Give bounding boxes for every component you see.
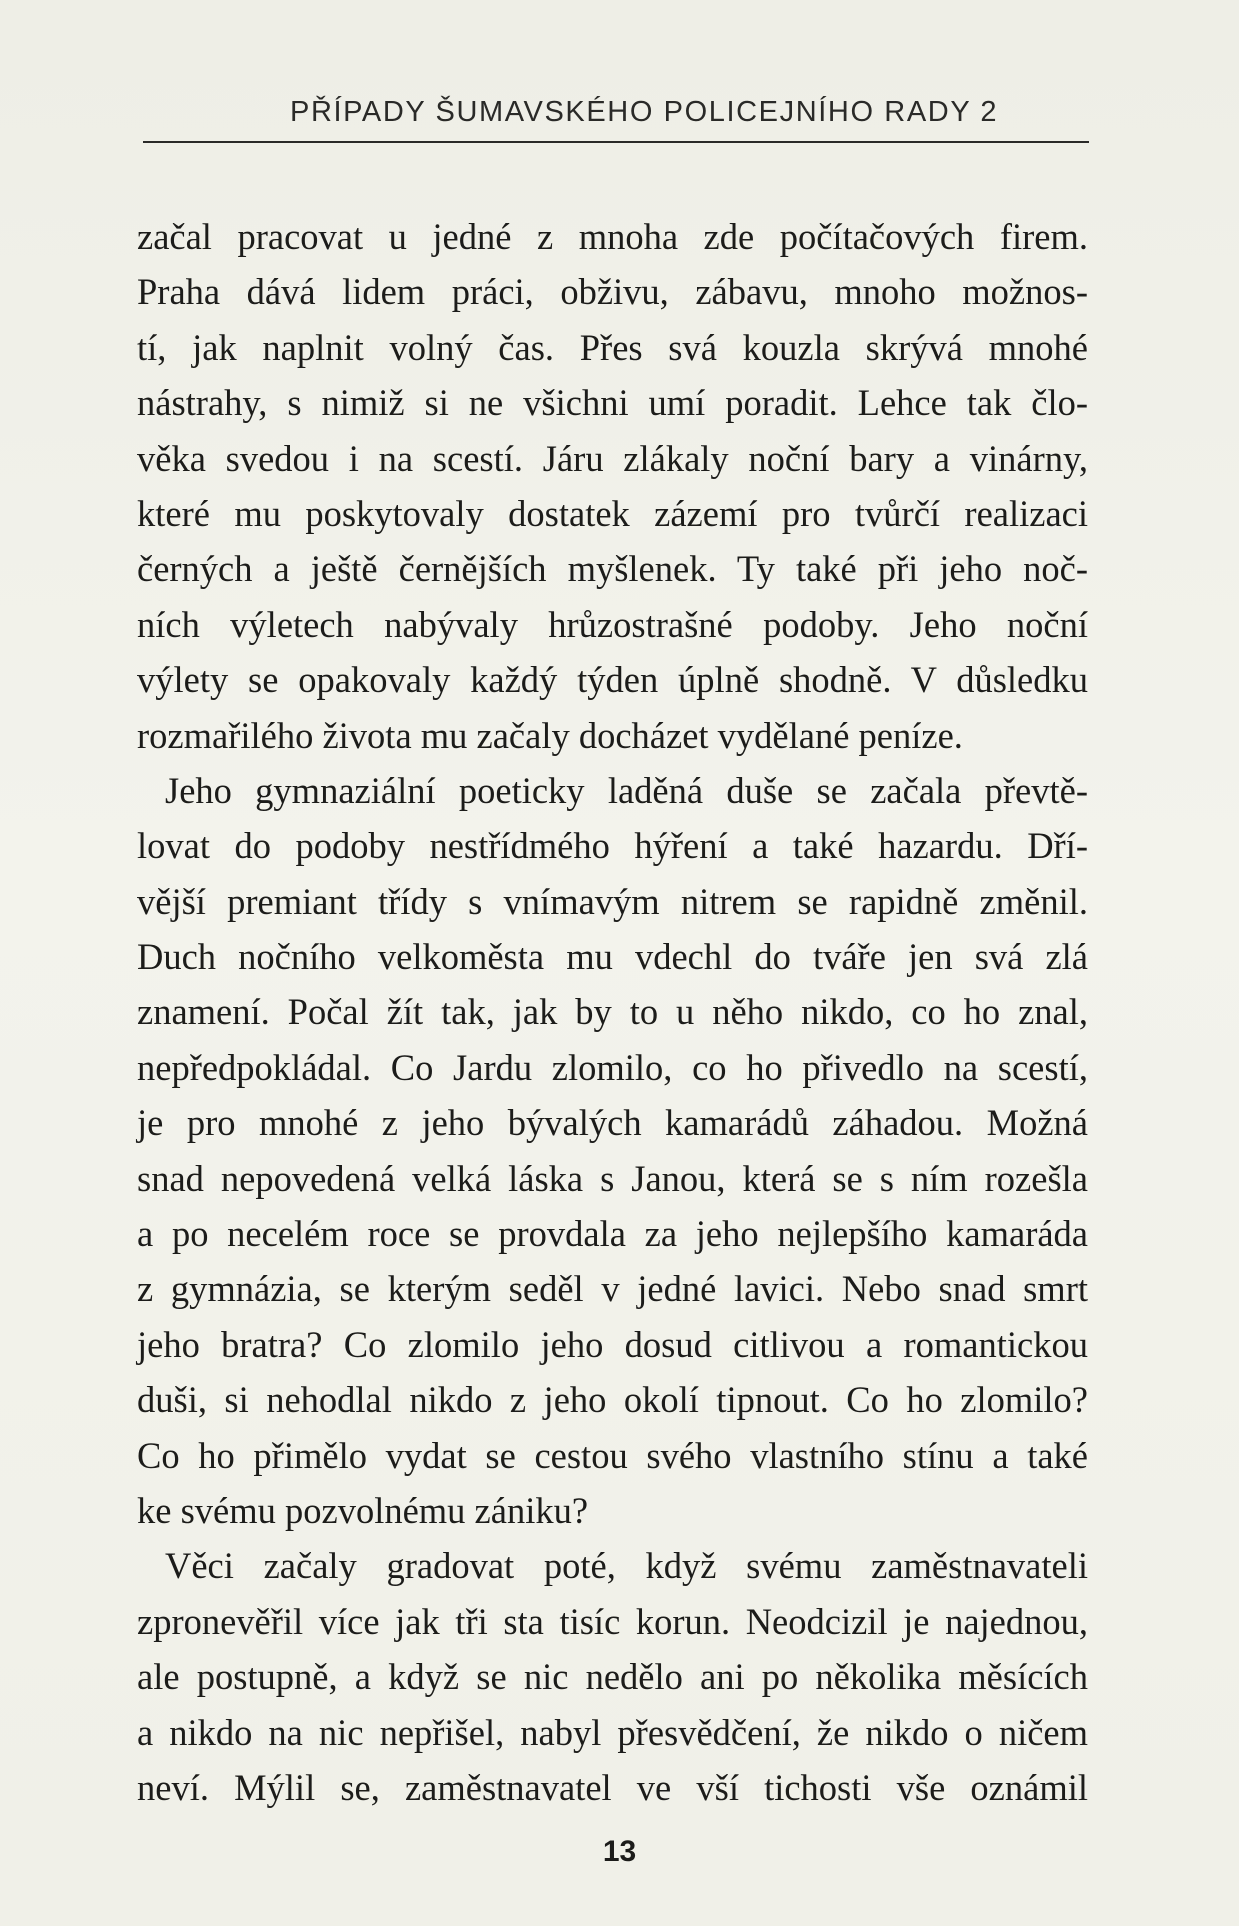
text-line: ních výletech nabývaly hrůzostrašné podoby. Jeho noční: [137, 603, 1088, 645]
body-text: [137, 209, 1088, 1815]
text-line: které mu poskytovaly dostatek zázemí pro tvůrčí realizaci: [137, 492, 1088, 534]
text-line: je pro mnohé z jeho bývalých kamarádů záhadou. Možná: [137, 1102, 1088, 1144]
text-line: Praha dává lidem práci, obživu, zábavu, mnoho možnos-: [137, 271, 1088, 313]
text-line: Jeho gymnaziální poeticky laděná duše se začala převtě-: [165, 769, 1088, 811]
text-line: rozmařilého života mu začaly docházet vydělané peníze.: [137, 714, 963, 756]
text-line: nástrahy, s nimiž si ne všichni umí poradit. Lehce tak člo-: [137, 382, 1088, 424]
text-line: věka svedou i na scestí. Járu zlákaly noční bary a vinárny,: [137, 437, 1088, 479]
text-line: lovat do podoby nestřídmého hýření a také hazardu. Dří-: [137, 825, 1088, 867]
text-line: vější premiant třídy s vnímavým nitrem se rapidně změnil.: [137, 880, 1088, 922]
running-head: PŘÍPADY ŠUMAVSKÉHO POLICEJNÍHO RADY 2: [290, 96, 999, 128]
text-line: výlety se opakovaly každý týden úplně shodně. V důsledku: [137, 659, 1088, 701]
text-line: ale postupně, a když se nic nedělo ani po několika měsících: [137, 1656, 1088, 1698]
text-line: a po necelém roce se provdala za jeho nejlepšího kamaráda: [137, 1213, 1088, 1255]
text-line: ke svému pozvolnému zániku?: [137, 1489, 589, 1531]
text-line: nepředpokládal. Co Jardu zlomilo, co ho přivedlo na scestí,: [137, 1046, 1088, 1088]
text-line: Věci začaly gradovat poté, když svému zaměstnavateli: [165, 1545, 1088, 1587]
text-line: Co ho přimělo vydat se cestou svého vlastního stínu a také: [137, 1434, 1088, 1476]
text-line: duši, si nehodlal nikdo z jeho okolí tipnout. Co ho zlomilo?: [137, 1379, 1088, 1421]
text-line: začal pracovat u jedné z mnoha zde počítačových firem.: [137, 216, 1088, 257]
header-rule: [143, 141, 1089, 143]
page-number: 13: [602, 1835, 637, 1868]
text-line: zpronevěřil více jak tři sta tisíc korun. Neodcizil je najednou,: [137, 1600, 1088, 1642]
text-line: snad nepovedená velká láska s Janou, která se s ním rozešla: [137, 1157, 1088, 1199]
text-line: tí, jak naplnit volný čas. Přes svá kouzla skrývá mnohé: [137, 326, 1088, 368]
text-line: neví. Mýlil se, zaměstnavatel ve vší tichosti vše oznámil: [137, 1766, 1088, 1808]
text-line: a nikdo na nic nepřišel, nabyl přesvědčení, že nikdo o ničem: [137, 1711, 1088, 1753]
text-line: jeho bratra? Co zlomilo jeho dosud citlivou a romantickou: [137, 1323, 1088, 1365]
text-line: znamení. Počal žít tak, jak by to u něho nikdo, co ho znal,: [137, 991, 1088, 1033]
text-line: Duch nočního velkoměsta mu vdechl do tváře jen svá zlá: [137, 936, 1088, 978]
text-line: z gymnázia, se kterým seděl v jedné lavici. Nebo snad smrt: [137, 1268, 1088, 1310]
text-line: černých a ještě černějších myšlenek. Ty také při jeho noč-: [137, 548, 1088, 590]
